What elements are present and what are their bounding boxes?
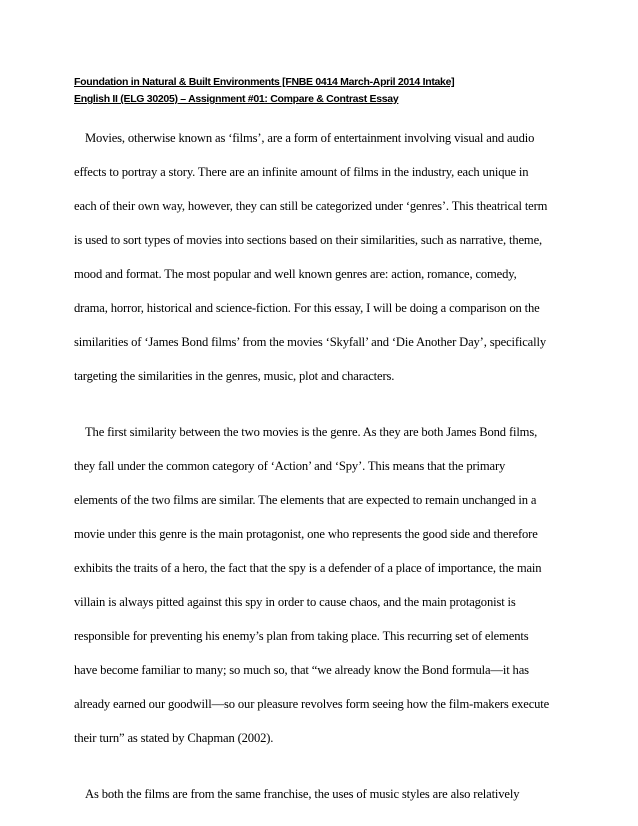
paragraph-spacer <box>74 762 564 784</box>
document-header <box>74 74 574 108</box>
paragraph-line: targeting the similarities in the genres, music, plot and characters. <box>74 369 395 383</box>
paragraph-spacer <box>74 400 564 422</box>
paragraph-line: effects to portray a story. There are an infinite amount of films in the industry, each unique in <box>74 165 529 179</box>
paragraph-line: their turn” as stated by Chapman (2002). <box>74 731 274 745</box>
paragraph-line: is used to sort types of movies into sections based on their similarities, such as narrative, theme, <box>74 233 543 247</box>
paragraph-line: similarities of ‘James Bond films’ from the movies ‘Skyfall’ and ‘Die Another Day’, specifically <box>74 335 546 349</box>
paragraph-line: The first similarity between the two movies is the genre. As they are both James Bond films, <box>85 425 538 439</box>
paragraph-genre <box>74 422 564 762</box>
paragraph-line: villain is always pitted against this spy in order to cause chaos, and the main protagonist is <box>74 595 516 609</box>
paragraph-line: each of their own way, however, they can still be categorized under ‘genres’. This theatrical term <box>74 199 548 213</box>
paragraph-music <box>74 784 564 818</box>
paragraph-line: responsible for preventing his enemy’s plan from taking place. This recurring set of elements <box>74 629 529 643</box>
essay-body <box>74 128 564 818</box>
header-course-title: Foundation in Natural & Built Environments [FNBE 0414 March-April 2014 Intake] <box>74 76 455 88</box>
paragraph-line: already earned our goodwill—so our pleasure revolves form seeing how the film-makers execute <box>74 697 550 711</box>
paragraph-line: have become familiar to many; so much so, that “we already know the Bond formula—it has <box>74 663 529 677</box>
paragraph-line: drama, horror, historical and science-fiction. For this essay, I will be doing a comparison on the <box>74 301 540 315</box>
paragraph-line: elements of the two films are similar. The elements that are expected to remain unchanged in a <box>74 493 537 507</box>
paragraph-intro <box>74 128 564 400</box>
paragraph-line: they fall under the common category of ‘Action’ and ‘Spy’. This means that the primary <box>74 459 506 473</box>
paragraph-line: mood and format. The most popular and well known genres are: action, romance, comedy, <box>74 267 517 281</box>
paragraph-line: Movies, otherwise known as ‘films’, are a form of entertainment involving visual and audio <box>85 131 535 145</box>
paragraph-line: As both the films are from the same franchise, the uses of music styles are also relatively <box>85 787 520 801</box>
paragraph-line: exhibits the traits of a hero, the fact that the spy is a defender of a place of importance, the main <box>74 561 542 575</box>
paragraph-line: movie under this genre is the main protagonist, one who represents the good side and therefore <box>74 527 538 541</box>
header-assignment-title: English II (ELG 30205) – Assignment #01: Compare & Contrast Essay <box>74 93 399 105</box>
